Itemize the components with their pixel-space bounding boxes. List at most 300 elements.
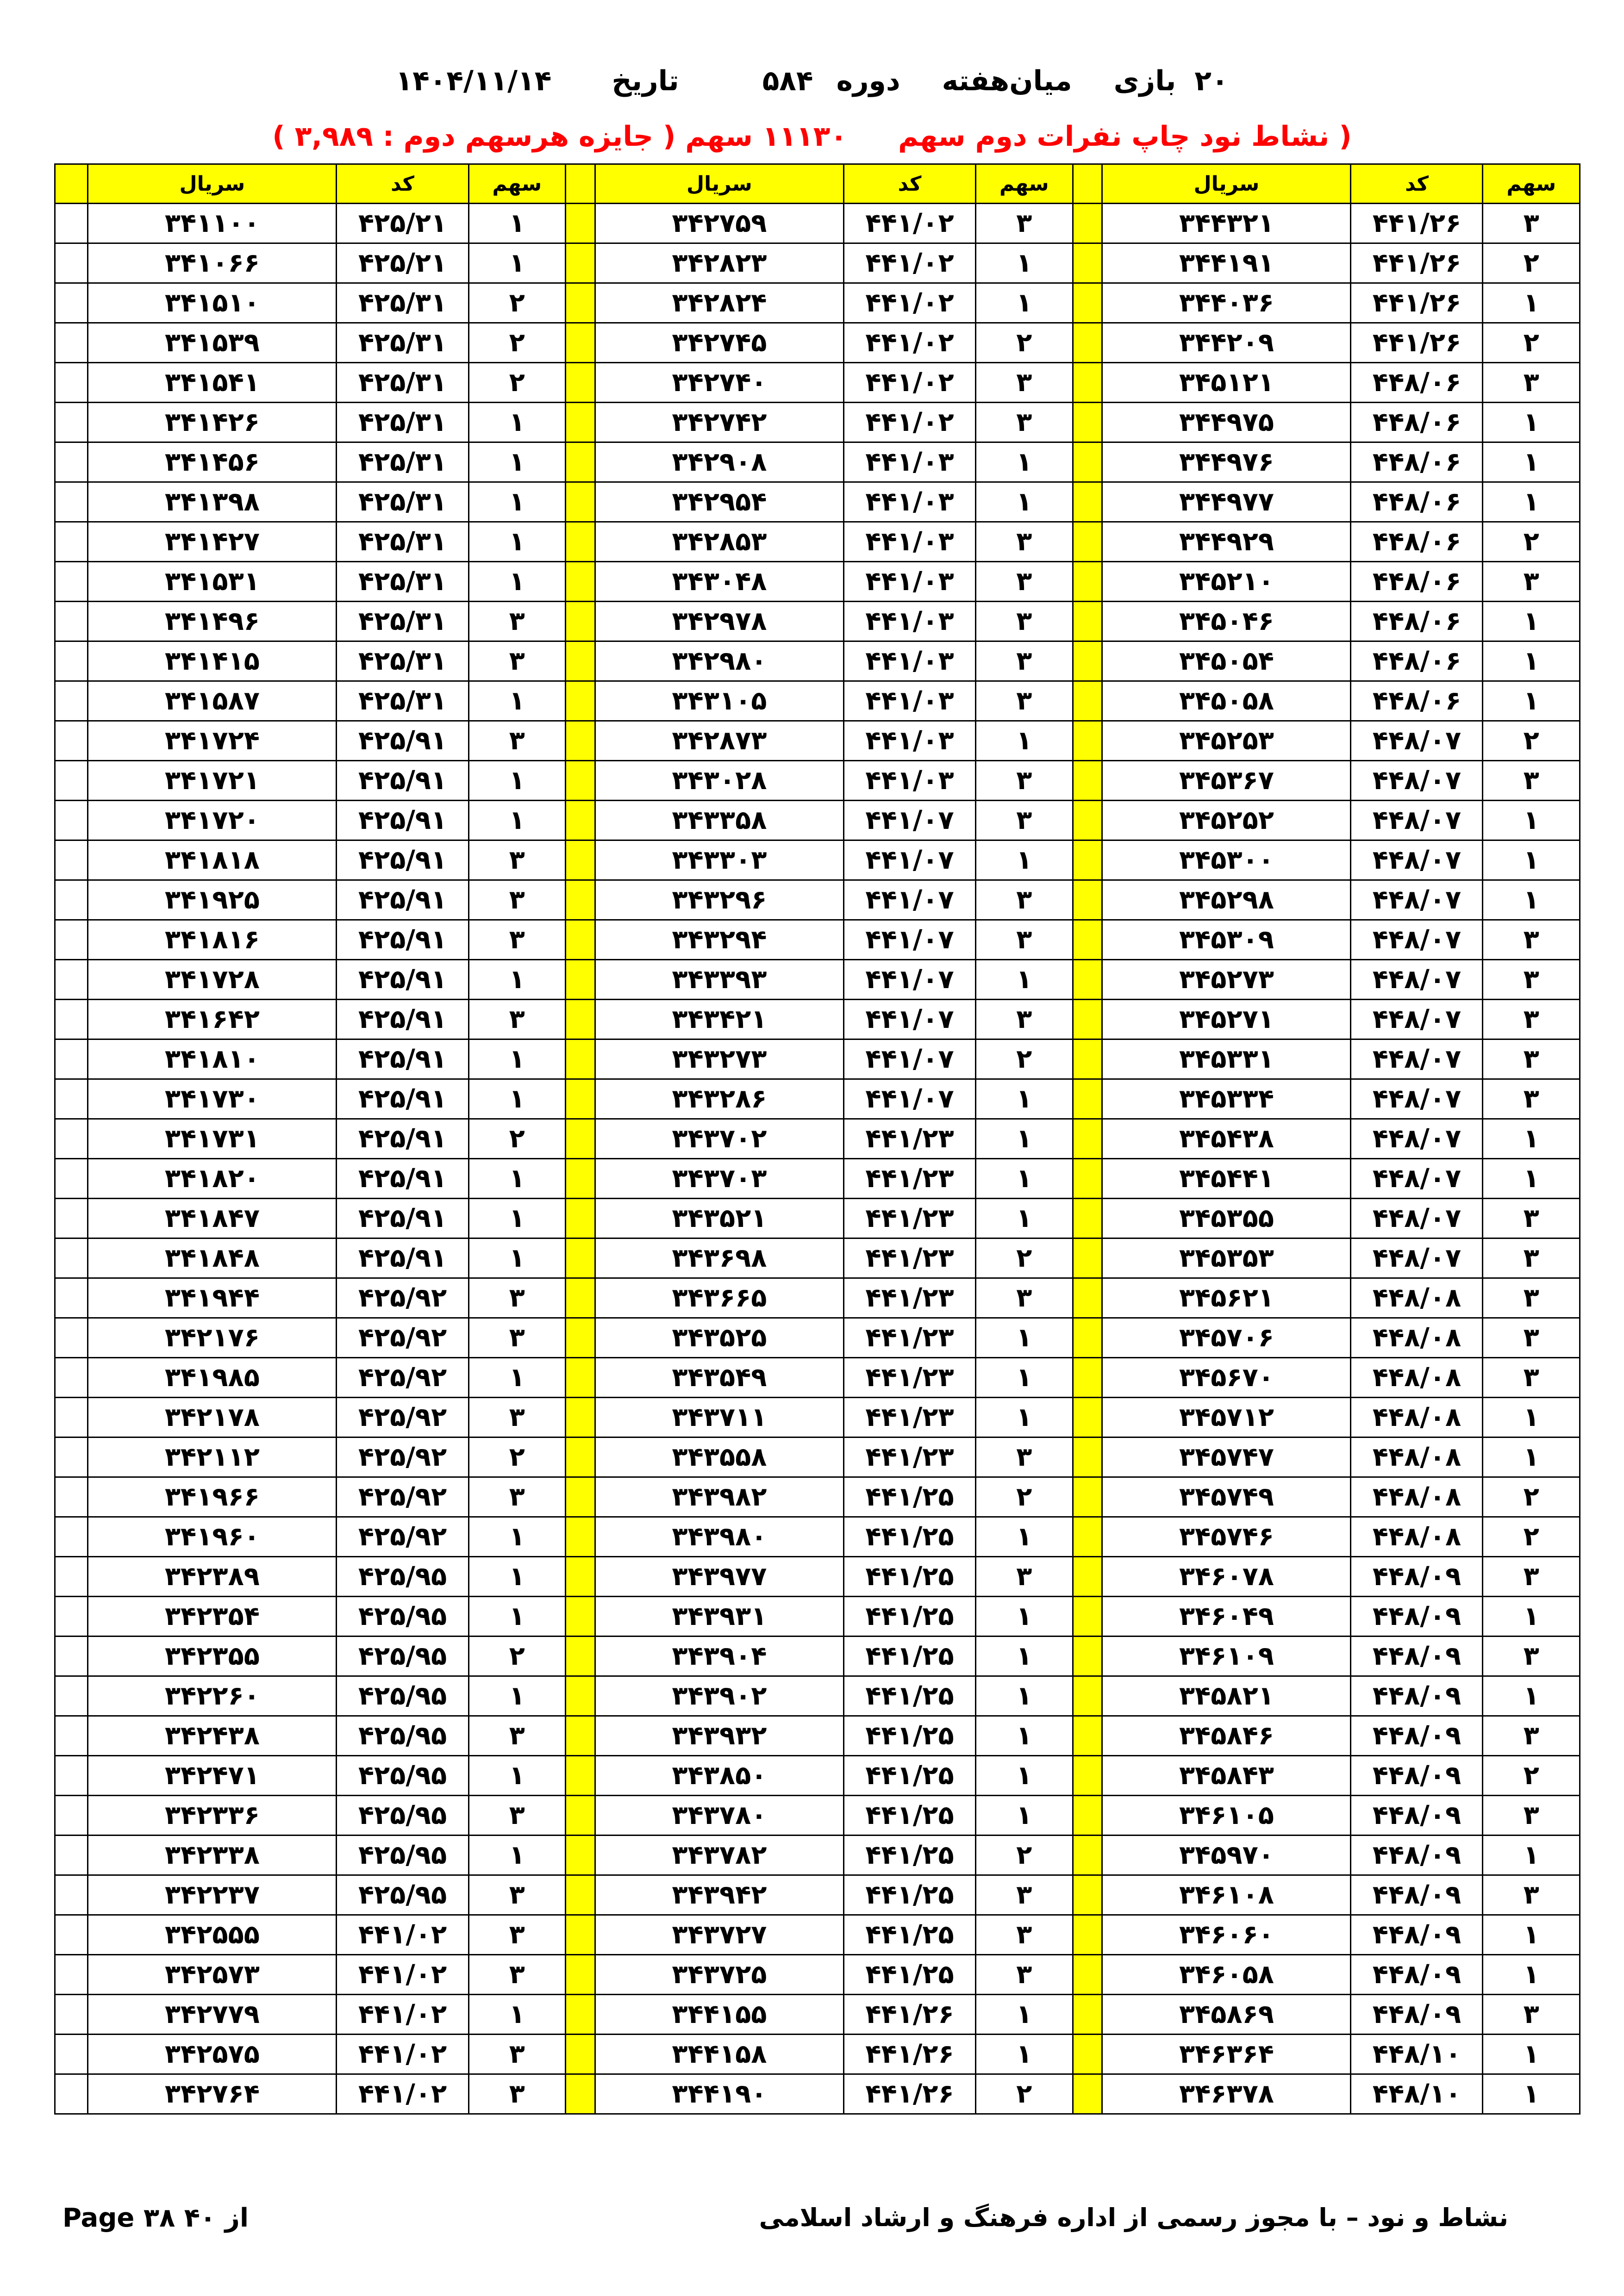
subheader-prize: ۱۱۱۳۰ سهم ( جایزه هرسهم دوم : ۳,۹۸۹ ) <box>272 120 847 153</box>
serial-cell: ۳۴۲۳۳۶ <box>88 1796 337 1836</box>
game-number: ۲۰ <box>1194 65 1229 97</box>
code-cell: ۴۴۱/۰۳ <box>843 442 975 482</box>
separator-cell <box>1073 2074 1102 2114</box>
spacer-cell <box>55 323 88 363</box>
serial-cell: ۳۴۱۸۴۷ <box>88 1199 337 1238</box>
separator-cell <box>1073 681 1102 721</box>
share-cell: ۱ <box>468 1676 566 1716</box>
col-share-header: سهم <box>1483 164 1580 204</box>
code-cell: ۴۴۸/۰۷ <box>1351 721 1483 761</box>
code-cell: ۴۴۱/۰۲ <box>843 204 975 243</box>
separator-cell <box>566 283 595 323</box>
spacer-cell <box>55 1636 88 1676</box>
share-cell: ۳ <box>468 641 566 681</box>
code-cell: ۴۴۱/۲۵ <box>843 1716 975 1756</box>
serial-cell: ۳۴۱۵۳۱ <box>88 562 337 602</box>
code-cell: ۴۴۸/۰۶ <box>1351 641 1483 681</box>
serial-cell: ۳۴۱۵۸۷ <box>88 681 337 721</box>
share-cell: ۱ <box>468 960 566 1000</box>
serial-cell: ۳۴۲۵۷۳ <box>88 1955 337 1995</box>
spacer-cell <box>55 1517 88 1557</box>
code-cell: ۴۴۸/۰۷ <box>1351 960 1483 1000</box>
winners-table <box>54 163 1580 2115</box>
serial-cell: ۳۴۴۱۹۰ <box>595 2074 843 2114</box>
serial-cell: ۳۴۳۷۸۰ <box>595 1796 843 1836</box>
share-cell: ۱ <box>468 442 566 482</box>
share-cell: ۳ <box>976 403 1073 442</box>
code-cell: ۴۲۵/۹۲ <box>337 1278 468 1318</box>
code-cell: ۴۴۱/۲۳ <box>843 1358 975 1398</box>
serial-cell: ۳۴۳۹۴۲ <box>595 1875 843 1915</box>
serial-cell: ۳۴۵۸۲۱ <box>1102 1676 1351 1716</box>
share-cell: ۱ <box>468 1358 566 1398</box>
separator-cell <box>1073 880 1102 920</box>
col-share-header: سهم <box>976 164 1073 204</box>
separator-cell <box>566 602 595 641</box>
code-cell: ۴۴۱/۰۲ <box>337 2035 468 2074</box>
separator-cell <box>566 363 595 403</box>
code-cell: ۴۴۱/۰۳ <box>843 602 975 641</box>
table-row <box>55 801 1580 840</box>
code-cell: ۴۴۱/۲۶ <box>1351 283 1483 323</box>
share-cell: ۳ <box>468 1796 566 1836</box>
separator-cell <box>1073 522 1102 562</box>
serial-cell: ۳۴۲۹۷۸ <box>595 602 843 641</box>
share-cell: ۱ <box>1483 442 1580 482</box>
share-cell: ۲ <box>1483 721 1580 761</box>
code-cell: ۴۴۱/۰۷ <box>843 960 975 1000</box>
table-row <box>55 681 1580 721</box>
share-cell: ۱ <box>468 1836 566 1875</box>
serial-cell: ۳۴۵۷۰۶ <box>1102 1318 1351 1358</box>
code-cell: ۴۴۱/۰۷ <box>843 1039 975 1079</box>
table-row <box>55 522 1580 562</box>
code-cell: ۴۴۱/۰۲ <box>337 2074 468 2114</box>
code-cell: ۴۴۸/۰۶ <box>1351 403 1483 442</box>
share-cell: ۳ <box>468 1000 566 1039</box>
code-cell: ۴۴۱/۲۵ <box>843 1597 975 1636</box>
serial-cell: ۳۴۳۹۳۱ <box>595 1597 843 1636</box>
code-cell: ۴۴۸/۰۹ <box>1351 1756 1483 1796</box>
serial-cell: ۳۴۵۲۱۰ <box>1102 562 1351 602</box>
share-cell: ۳ <box>468 920 566 960</box>
serial-cell: ۳۴۳۳۹۳ <box>595 960 843 1000</box>
share-cell: ۱ <box>976 1358 1073 1398</box>
share-cell: ۱ <box>976 1398 1073 1437</box>
share-cell: ۱ <box>1483 2035 1580 2074</box>
serial-cell: ۳۴۵۷۱۲ <box>1102 1398 1351 1437</box>
table-row <box>55 1756 1580 1796</box>
code-cell: ۴۴۱/۲۵ <box>843 1915 975 1955</box>
share-cell: ۱ <box>1483 1597 1580 1636</box>
code-cell: ۴۴۸/۰۸ <box>1351 1318 1483 1358</box>
separator-cell <box>1073 403 1102 442</box>
separator-cell <box>1073 1676 1102 1716</box>
separator-cell <box>1073 1875 1102 1915</box>
spacer-cell <box>55 204 88 243</box>
share-cell: ۳ <box>976 363 1073 403</box>
serial-cell: ۳۴۲۸۲۳ <box>595 243 843 283</box>
serial-cell: ۳۴۱۹۶۰ <box>88 1517 337 1557</box>
prize-subheader <box>0 111 1624 162</box>
separator-cell <box>1073 1477 1102 1517</box>
code-cell: ۴۴۸/۱۰ <box>1351 2074 1483 2114</box>
code-cell: ۴۲۵/۹۱ <box>337 1159 468 1199</box>
table-row <box>55 1597 1580 1636</box>
serial-cell: ۳۴۲۲۶۰ <box>88 1676 337 1716</box>
serial-cell: ۳۴۵۳۵۵ <box>1102 1199 1351 1238</box>
serial-cell: ۳۴۳۵۵۸ <box>595 1437 843 1477</box>
code-cell: ۴۲۵/۹۱ <box>337 960 468 1000</box>
spacer-cell <box>55 880 88 920</box>
spacer-cell <box>55 1079 88 1119</box>
serial-cell: ۳۴۱۷۲۰ <box>88 801 337 840</box>
separator-cell <box>1073 1398 1102 1437</box>
code-cell: ۴۴۸/۰۶ <box>1351 363 1483 403</box>
code-cell: ۴۴۱/۰۲ <box>843 323 975 363</box>
table-row <box>55 1477 1580 1517</box>
separator-cell <box>566 403 595 442</box>
share-cell: ۳ <box>976 681 1073 721</box>
code-cell: ۴۴۸/۰۶ <box>1351 602 1483 641</box>
serial-cell: ۳۴۱۰۶۶ <box>88 243 337 283</box>
code-cell: ۴۴۸/۰۷ <box>1351 1199 1483 1238</box>
serial-cell: ۳۴۵۷۴۶ <box>1102 1517 1351 1557</box>
separator-cell <box>1073 1278 1102 1318</box>
serial-cell: ۳۴۵۲۵۳ <box>1102 721 1351 761</box>
share-cell: ۳ <box>1483 1079 1580 1119</box>
serial-cell: ۳۴۲۹۵۴ <box>595 482 843 522</box>
share-cell: ۳ <box>468 1398 566 1437</box>
serial-cell: ۳۴۳۵۴۹ <box>595 1358 843 1398</box>
code-cell: ۴۴۸/۰۹ <box>1351 1557 1483 1597</box>
code-cell: ۴۲۵/۹۱ <box>337 1039 468 1079</box>
code-cell: ۴۴۱/۲۳ <box>843 1159 975 1199</box>
code-cell: ۴۴۱/۲۵ <box>843 1836 975 1875</box>
code-cell: ۴۲۵/۲۱ <box>337 204 468 243</box>
code-cell: ۴۴۸/۰۹ <box>1351 1636 1483 1676</box>
code-cell: ۴۴۱/۲۵ <box>843 1557 975 1597</box>
separator-cell <box>566 1756 595 1796</box>
separator-cell <box>566 1238 595 1278</box>
serial-cell: ۳۴۱۴۱۵ <box>88 641 337 681</box>
separator-cell <box>566 482 595 522</box>
serial-cell: ۳۴۱۸۴۸ <box>88 1238 337 1278</box>
code-cell: ۴۴۱/۰۲ <box>337 1995 468 2035</box>
share-cell: ۱ <box>976 1159 1073 1199</box>
serial-cell: ۳۴۳۹۰۴ <box>595 1636 843 1676</box>
col-code-header: کد <box>337 164 468 204</box>
code-cell: ۴۴۱/۰۳ <box>843 761 975 801</box>
serial-cell: ۳۴۴۹۲۹ <box>1102 522 1351 562</box>
serial-cell: ۳۴۶۳۷۸ <box>1102 2074 1351 2114</box>
code-cell: ۴۴۱/۲۳ <box>843 1119 975 1159</box>
serial-cell: ۳۴۵۴۳۸ <box>1102 1119 1351 1159</box>
separator-cell <box>1073 1238 1102 1278</box>
code-cell: ۴۲۵/۹۱ <box>337 1199 468 1238</box>
share-cell: ۱ <box>1483 602 1580 641</box>
serial-cell: ۳۴۲۲۳۷ <box>88 1875 337 1915</box>
separator-cell <box>566 1836 595 1875</box>
serial-cell: ۳۴۴۳۲۱ <box>1102 204 1351 243</box>
separator-cell <box>1073 283 1102 323</box>
table-row <box>55 482 1580 522</box>
serial-cell: ۳۴۵۶۲۱ <box>1102 1278 1351 1318</box>
separator-cell <box>566 562 595 602</box>
spacer-cell <box>55 283 88 323</box>
separator-cell <box>566 1636 595 1676</box>
date-label: تاریخ <box>612 65 679 97</box>
separator-cell <box>1073 442 1102 482</box>
separator-cell <box>566 1915 595 1955</box>
serial-cell: ۳۴۱۳۹۸ <box>88 482 337 522</box>
share-cell: ۳ <box>976 641 1073 681</box>
spacer-cell <box>55 1358 88 1398</box>
spacer-cell <box>55 1955 88 1995</box>
spacer-cell <box>55 1995 88 2035</box>
serial-cell: ۳۴۵۷۴۹ <box>1102 1477 1351 1517</box>
code-cell: ۴۴۱/۲۵ <box>843 1756 975 1796</box>
table-row <box>55 1079 1580 1119</box>
code-cell: ۴۴۱/۰۳ <box>843 522 975 562</box>
code-cell: ۴۴۱/۲۶ <box>1351 204 1483 243</box>
separator-cell <box>1073 840 1102 880</box>
spacer-cell <box>55 1597 88 1636</box>
share-cell: ۱ <box>976 1676 1073 1716</box>
table-body <box>55 204 1580 2114</box>
code-cell: ۴۴۱/۲۳ <box>843 1318 975 1358</box>
share-cell: ۳ <box>1483 1875 1580 1915</box>
share-cell: ۱ <box>468 562 566 602</box>
share-cell: ۳ <box>1483 1557 1580 1597</box>
table-row <box>55 840 1580 880</box>
share-cell: ۳ <box>1483 1238 1580 1278</box>
share-cell: ۳ <box>468 1716 566 1756</box>
spacer-cell <box>55 840 88 880</box>
code-cell: ۴۴۱/۲۵ <box>843 1676 975 1716</box>
serial-cell: ۳۴۵۳۳۴ <box>1102 1079 1351 1119</box>
share-cell: ۱ <box>976 1597 1073 1636</box>
share-cell: ۲ <box>976 1836 1073 1875</box>
serial-cell: ۳۴۵۷۴۷ <box>1102 1437 1351 1477</box>
share-cell: ۳ <box>976 602 1073 641</box>
separator-cell <box>1073 602 1102 641</box>
share-cell: ۱ <box>1483 1119 1580 1159</box>
share-cell: ۳ <box>468 721 566 761</box>
share-cell: ۳ <box>976 1557 1073 1597</box>
code-cell: ۴۴۱/۰۳ <box>843 482 975 522</box>
code-cell: ۴۴۸/۰۶ <box>1351 482 1483 522</box>
serial-cell: ۳۴۲۷۴۲ <box>595 403 843 442</box>
code-cell: ۴۲۵/۳۱ <box>337 363 468 403</box>
share-cell: ۱ <box>468 204 566 243</box>
spacer-cell <box>55 363 88 403</box>
serial-cell: ۳۴۵۲۷۳ <box>1102 960 1351 1000</box>
code-cell: ۴۴۱/۰۷ <box>843 801 975 840</box>
spacer-cell <box>55 1159 88 1199</box>
page-number: Page ۳۸ ۴۰ از <box>62 2203 249 2233</box>
share-cell: ۱ <box>468 761 566 801</box>
serial-cell: ۳۴۶۰۵۸ <box>1102 1955 1351 1995</box>
separator-cell <box>566 960 595 1000</box>
share-cell: ۲ <box>468 363 566 403</box>
share-cell: ۱ <box>976 1079 1073 1119</box>
serial-cell: ۳۴۳۳۵۸ <box>595 801 843 840</box>
separator-cell <box>1073 363 1102 403</box>
serial-cell: ۳۴۲۳۵۴ <box>88 1597 337 1636</box>
table-row <box>55 363 1580 403</box>
separator-cell <box>1073 1159 1102 1199</box>
share-cell: ۲ <box>976 1039 1073 1079</box>
period-number: ۵۸۴ <box>762 65 813 97</box>
serial-cell: ۳۴۳۷۲۷ <box>595 1915 843 1955</box>
table-row <box>55 1398 1580 1437</box>
table-row <box>55 1955 1580 1995</box>
share-cell: ۳ <box>976 920 1073 960</box>
share-cell: ۱ <box>468 522 566 562</box>
code-cell: ۴۴۸/۰۹ <box>1351 1676 1483 1716</box>
serial-cell: ۳۴۲۷۴۵ <box>595 323 843 363</box>
col-share-header: سهم <box>468 164 566 204</box>
serial-cell: ۳۴۱۷۲۸ <box>88 960 337 1000</box>
share-cell: ۱ <box>976 840 1073 880</box>
serial-cell: ۳۴۱۷۳۱ <box>88 1119 337 1159</box>
serial-cell: ۳۴۵۳۵۳ <box>1102 1238 1351 1278</box>
code-cell: ۴۴۸/۰۶ <box>1351 681 1483 721</box>
share-cell: ۱ <box>976 1636 1073 1676</box>
spacer-cell <box>55 721 88 761</box>
serial-cell: ۳۴۲۸۲۴ <box>595 283 843 323</box>
serial-cell: ۳۴۳۷۰۲ <box>595 1119 843 1159</box>
code-cell: ۴۴۱/۲۳ <box>843 1238 975 1278</box>
serial-cell: ۳۴۲۸۵۳ <box>595 522 843 562</box>
serial-cell: ۳۴۵۶۷۰ <box>1102 1358 1351 1398</box>
share-cell: ۲ <box>1483 323 1580 363</box>
code-cell: ۴۲۵/۳۱ <box>337 641 468 681</box>
serial-cell: ۳۴۳۲۹۴ <box>595 920 843 960</box>
share-cell: ۱ <box>468 1199 566 1238</box>
code-cell: ۴۴۸/۰۸ <box>1351 1517 1483 1557</box>
share-cell: ۲ <box>976 1238 1073 1278</box>
separator-cell <box>1073 641 1102 681</box>
code-cell: ۴۴۸/۰۶ <box>1351 562 1483 602</box>
serial-cell: ۳۴۳۴۲۱ <box>595 1000 843 1039</box>
share-cell: ۱ <box>976 1517 1073 1557</box>
share-cell: ۱ <box>468 1597 566 1636</box>
serial-cell: ۳۴۴۱۵۵ <box>595 1995 843 2035</box>
table-row <box>55 1915 1580 1955</box>
serial-cell: ۳۴۶۱۰۸ <box>1102 1875 1351 1915</box>
share-cell: ۳ <box>976 522 1073 562</box>
separator-cell <box>1073 1318 1102 1358</box>
spacer-cell <box>55 1238 88 1278</box>
separator-cell <box>1073 562 1102 602</box>
code-cell: ۴۴۸/۰۷ <box>1351 1119 1483 1159</box>
serial-cell: ۳۴۵۴۴۱ <box>1102 1159 1351 1199</box>
serial-cell: ۳۴۲۳۳۸ <box>88 1836 337 1875</box>
separator-cell <box>566 442 595 482</box>
serial-cell: ۳۴۳۵۲۵ <box>595 1318 843 1358</box>
spacer-cell <box>55 1756 88 1796</box>
serial-cell: ۳۴۲۱۱۲ <box>88 1437 337 1477</box>
table-row <box>55 1318 1580 1358</box>
separator-cell <box>566 761 595 801</box>
separator-cell <box>566 164 595 204</box>
separator-cell <box>566 721 595 761</box>
code-cell: ۴۴۸/۰۷ <box>1351 1238 1483 1278</box>
code-cell: ۴۴۸/۰۸ <box>1351 1278 1483 1318</box>
spacer-cell <box>55 482 88 522</box>
share-cell: ۲ <box>976 2074 1073 2114</box>
separator-cell <box>566 1437 595 1477</box>
table-row <box>55 641 1580 681</box>
separator-cell <box>566 1517 595 1557</box>
share-cell: ۳ <box>468 1955 566 1995</box>
serial-cell: ۳۴۵۲۹۸ <box>1102 880 1351 920</box>
share-cell: ۳ <box>1483 1716 1580 1756</box>
separator-cell <box>566 522 595 562</box>
table-row <box>55 602 1580 641</box>
serial-cell: ۳۴۱۹۸۵ <box>88 1358 337 1398</box>
code-cell: ۴۴۱/۲۶ <box>1351 323 1483 363</box>
table-row <box>55 1000 1580 1039</box>
serial-cell: ۳۴۶۰۴۹ <box>1102 1597 1351 1636</box>
share-cell: ۳ <box>1483 1358 1580 1398</box>
share-cell: ۱ <box>976 1796 1073 1836</box>
share-cell: ۳ <box>976 1437 1073 1477</box>
share-cell: ۳ <box>1483 363 1580 403</box>
code-cell: ۴۴۸/۰۸ <box>1351 1477 1483 1517</box>
share-cell: ۱ <box>976 1119 1073 1159</box>
separator-cell <box>1073 1836 1102 1875</box>
spacer-cell <box>55 1676 88 1716</box>
serial-cell: ۳۴۵۰۵۴ <box>1102 641 1351 681</box>
code-cell: ۴۲۵/۹۲ <box>337 1398 468 1437</box>
serial-cell: ۳۴۱۹۴۴ <box>88 1278 337 1318</box>
share-cell: ۱ <box>1483 880 1580 920</box>
serial-cell: ۳۴۶۳۶۴ <box>1102 2035 1351 2074</box>
spacer-cell <box>55 681 88 721</box>
separator-cell <box>1073 1915 1102 1955</box>
code-cell: ۴۲۵/۹۲ <box>337 1477 468 1517</box>
serial-cell: ۳۴۱۴۵۶ <box>88 442 337 482</box>
share-cell: ۱ <box>1483 1676 1580 1716</box>
code-cell: ۴۲۵/۳۱ <box>337 482 468 522</box>
code-cell: ۴۲۵/۹۲ <box>337 1358 468 1398</box>
share-cell: ۱ <box>1483 681 1580 721</box>
code-cell: ۴۲۵/۹۵ <box>337 1636 468 1676</box>
serial-cell: ۳۴۲۱۷۶ <box>88 1318 337 1358</box>
serial-cell: ۳۴۱۵۱۰ <box>88 283 337 323</box>
serial-cell: ۳۴۲۷۴۰ <box>595 363 843 403</box>
table-row <box>55 283 1580 323</box>
separator-cell <box>566 1159 595 1199</box>
spacer-cell <box>55 1398 88 1437</box>
separator-cell <box>1073 243 1102 283</box>
share-cell: ۱ <box>468 1159 566 1199</box>
serial-cell: ۳۴۲۸۷۳ <box>595 721 843 761</box>
serial-cell: ۳۴۳۹۷۷ <box>595 1557 843 1597</box>
serial-cell: ۳۴۱۱۰۰ <box>88 204 337 243</box>
share-cell: ۳ <box>976 1278 1073 1318</box>
share-cell: ۱ <box>976 1318 1073 1358</box>
game-label: بازی <box>1113 65 1176 97</box>
share-cell: ۳ <box>1483 1318 1580 1358</box>
separator-cell <box>1073 920 1102 960</box>
share-cell: ۳ <box>976 1000 1073 1039</box>
separator-cell <box>566 204 595 243</box>
separator-cell <box>1073 164 1102 204</box>
